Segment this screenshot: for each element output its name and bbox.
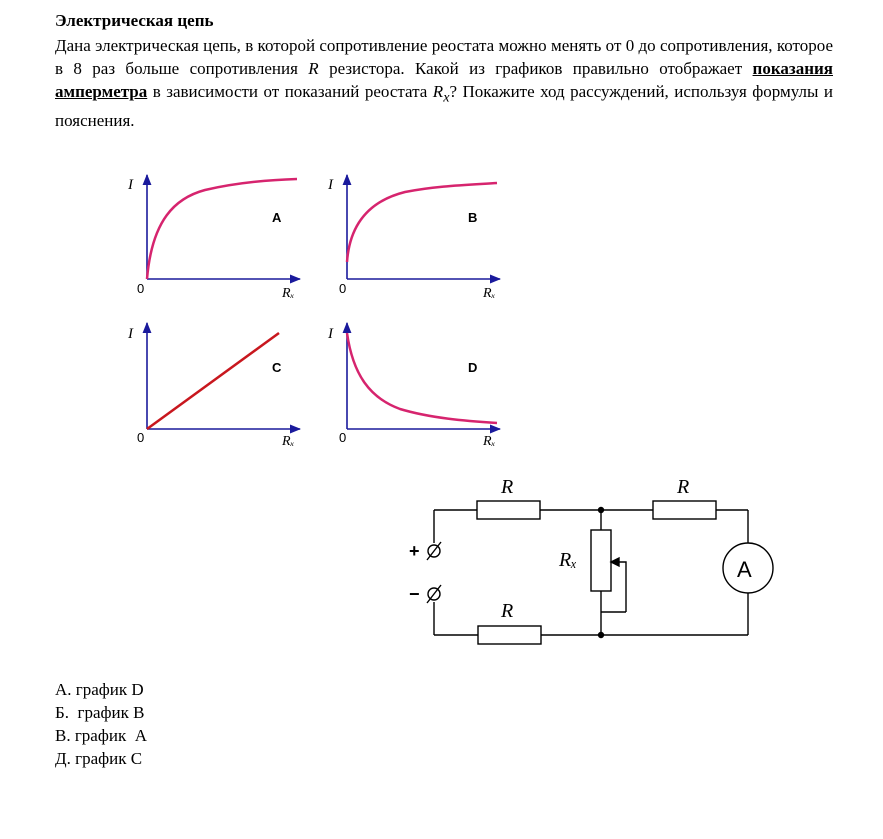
origin-label: 0 xyxy=(339,430,347,445)
curve-d xyxy=(347,333,497,423)
graph-label: D xyxy=(468,360,478,375)
label-r-top-left: R xyxy=(501,476,514,498)
y-axis-label: I xyxy=(328,326,333,342)
x-axis-label: Rₓ xyxy=(282,434,295,449)
origin-label: 0 xyxy=(137,281,145,296)
y-axis-label: I xyxy=(128,326,133,342)
x-axis-label: Rₓ xyxy=(483,286,496,301)
circuit-diagram xyxy=(427,501,773,644)
minus-label: − xyxy=(409,584,420,604)
answer-option[interactable]: Д. график C xyxy=(55,749,143,768)
answer-options xyxy=(55,678,147,770)
rx-symbol: $R_x$ xyxy=(432,82,450,106)
y-axis-label: I xyxy=(328,177,333,193)
answer-option[interactable]: Б. график B xyxy=(55,703,145,722)
resistor-top-right xyxy=(653,501,716,519)
circuit-labels xyxy=(409,476,752,622)
graph-c xyxy=(127,323,300,449)
problem-title: Электрическая цепь xyxy=(55,11,214,30)
graph-d xyxy=(327,323,500,449)
answer-option[interactable]: В. график A xyxy=(55,726,148,745)
resistor-top-left xyxy=(477,501,540,519)
graph-label: C xyxy=(272,360,282,375)
r-symbol: R xyxy=(308,59,319,78)
curve-a xyxy=(147,179,297,279)
origin-label: 0 xyxy=(339,281,347,296)
label-r-top-right: R xyxy=(677,476,690,498)
x-axis-label: Rₓ xyxy=(282,286,295,301)
rheostat xyxy=(591,530,611,591)
ammeter-label: A xyxy=(737,557,752,582)
resistor-bottom xyxy=(478,626,541,644)
graph-label: A xyxy=(272,210,282,225)
label-rx: Rₓ xyxy=(559,549,577,571)
ammeter-emphasis: показания амперметра xyxy=(55,59,833,101)
label-r-bottom: R xyxy=(501,600,514,622)
graph-b xyxy=(327,175,500,301)
answer-option[interactable]: А. график D xyxy=(55,680,144,699)
problem-text: Дана электрическая цепь, в которой сопротивление реостата можно менять от 0 до сопротивления, которое в 8 раз больше сопротивления R резистора. Какой из графиков правильно отображает показания амперметра в зависимости от показаний реостата $R_x$? Покажите ход рассуждений, используя формулы и пояснения. xyxy=(55,36,834,131)
y-axis-label: I xyxy=(128,177,133,193)
line-c xyxy=(147,333,279,429)
graph-a xyxy=(127,175,300,301)
x-axis-label: Rₓ xyxy=(483,434,496,449)
origin-label: 0 xyxy=(137,430,145,445)
graph-label: B xyxy=(468,210,478,225)
plus-label: + xyxy=(409,541,420,561)
